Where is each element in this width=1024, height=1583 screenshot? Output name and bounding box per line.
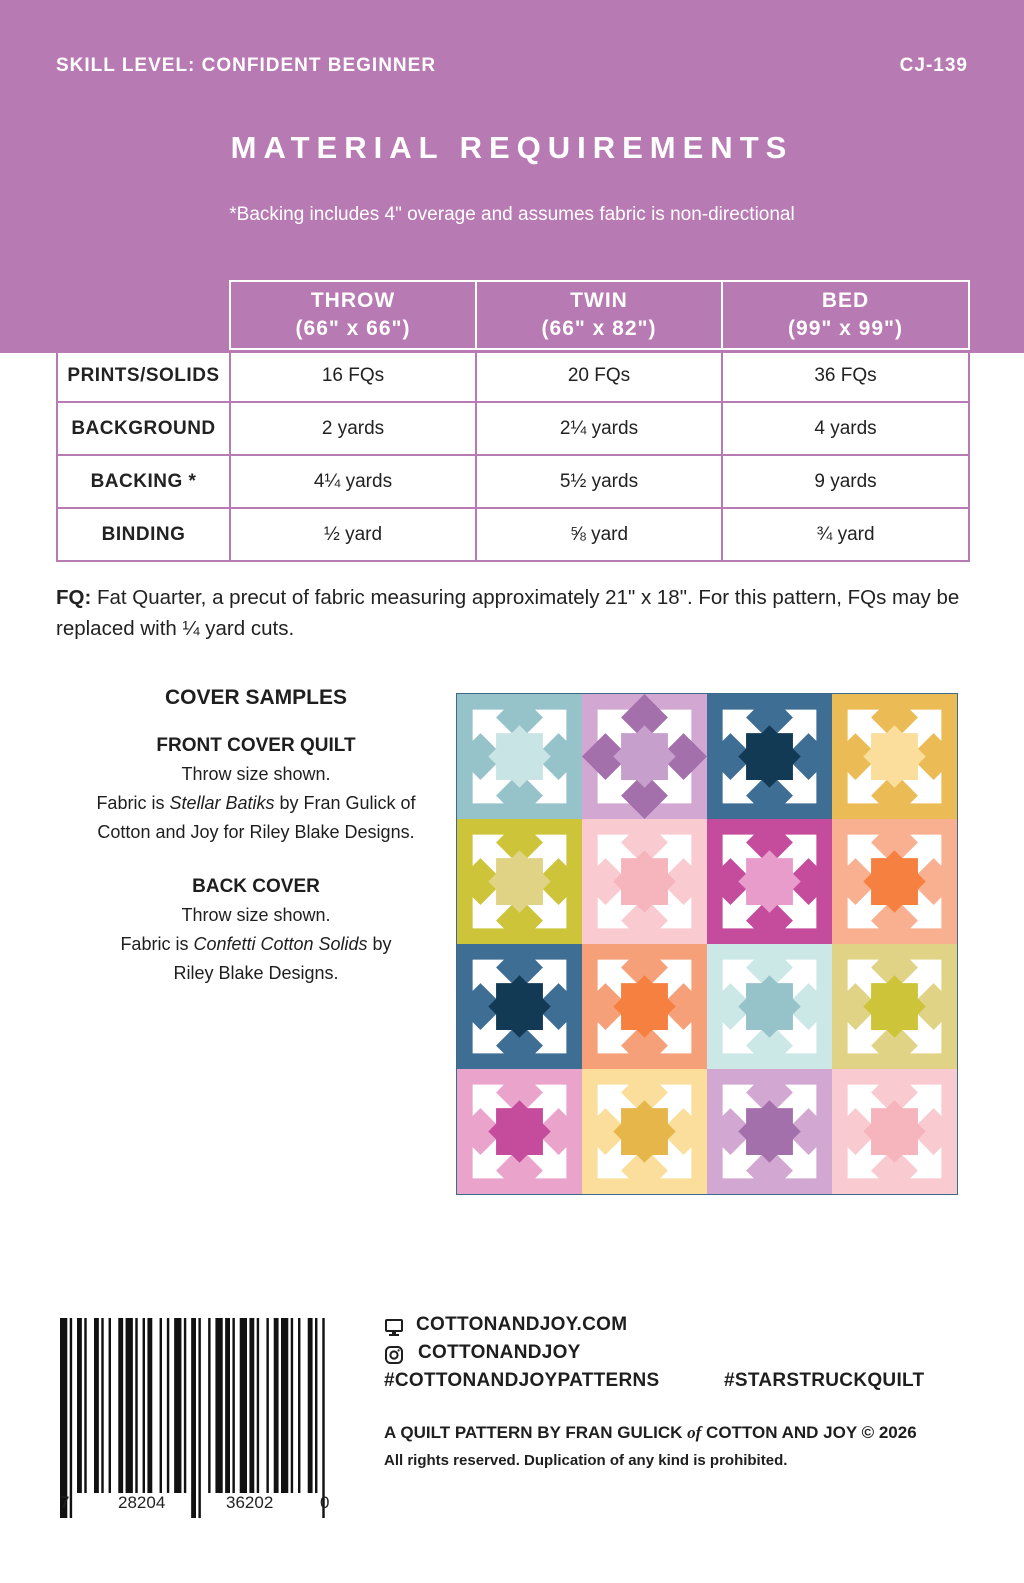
table-cell: 5½ yards — [476, 455, 722, 508]
barcode-bar — [232, 1318, 234, 1493]
barcode-bar — [225, 1318, 230, 1493]
page-title: MATERIAL REQUIREMENTS — [230, 130, 794, 165]
table-cell: 16 FQs — [230, 349, 476, 402]
website-link[interactable]: COTTONANDJOY.COM — [416, 1314, 628, 1335]
quilt-block — [582, 944, 707, 1069]
quilt-image — [456, 693, 958, 1195]
rights-notice: All rights reserved. Duplication of any kind is prohibited. — [384, 1452, 788, 1469]
barcode-bar — [143, 1318, 145, 1493]
barcode-bar — [215, 1318, 222, 1493]
back-cover-fabric: Fabric is Confetti Cotton Solids by — [120, 934, 392, 954]
col-header-bed: BED (99" x 99") — [722, 281, 969, 349]
table-cell: ½ yard — [230, 508, 476, 561]
barcode-bar — [135, 1318, 137, 1493]
front-cover-fabric: Fabric is Stellar Batiks by Fran Gulick of — [96, 793, 416, 813]
barcode-bar — [274, 1318, 279, 1493]
barcode-bar — [70, 1318, 72, 1518]
col-header-twin: TWIN (66" x 82") — [476, 281, 722, 349]
quilt-block — [457, 944, 582, 1069]
barcode-bar — [94, 1318, 99, 1493]
front-cover-title: FRONT COVER QUILT — [156, 735, 356, 756]
barcode-bar — [84, 1318, 86, 1493]
quilt-block — [832, 944, 957, 1069]
barcode-digit: 0 — [320, 1493, 330, 1512]
barcode — [60, 1318, 332, 1518]
material-requirements-table — [56, 280, 970, 562]
table-cell: ⅝ yard — [476, 508, 722, 561]
table-cell: 20 FQs — [476, 349, 722, 402]
fq-term: FQ: — [56, 586, 92, 609]
barcode-digit: 28204 — [118, 1493, 166, 1512]
quilt-block — [582, 819, 707, 944]
col-header-throw: THROW (66" x 66") — [230, 281, 476, 349]
table-cell: 2 yards — [230, 402, 476, 455]
quilt-block — [457, 819, 582, 944]
pattern-credit: A QUILT PATTERN BY FRAN GULICK of COTTON AND JOY © 2026 — [384, 1423, 917, 1442]
computer-icon — [384, 1317, 404, 1337]
quilt-block — [832, 819, 957, 944]
instagram-icon — [384, 1345, 404, 1365]
barcode-bar — [315, 1318, 317, 1493]
barcode-bar — [208, 1318, 210, 1493]
fq-text: Fat Quarter, a precut of fabric measuring approximately 21" x 18". For this pattern, FQs may be replaced with ¼ yard cuts. — [56, 586, 960, 640]
barcode-bar — [308, 1318, 313, 1493]
barcode-digit: 36202 — [226, 1493, 274, 1512]
barcode-bar — [257, 1318, 259, 1493]
table-cell: 4 yards — [722, 402, 969, 455]
quilt-block — [832, 694, 957, 819]
hashtag-patterns: #COTTONANDJOYPATTERNS — [384, 1370, 660, 1391]
table-cell: 2¼ yards — [476, 402, 722, 455]
skill-level: SKILL LEVEL: CONFIDENT BEGINNER — [56, 55, 437, 76]
barcode-bar — [160, 1318, 162, 1493]
barcode-bar — [298, 1318, 300, 1493]
barcode-digit: 7 — [60, 1493, 70, 1512]
pattern-code: CJ-139 — [899, 55, 968, 76]
table-row — [57, 508, 969, 561]
front-cover-line: Throw size shown. — [181, 764, 331, 784]
row-label: BINDING — [57, 508, 230, 561]
barcode-bar — [147, 1318, 152, 1493]
row-label: BACKING * — [57, 455, 230, 508]
barcode-bar — [126, 1318, 133, 1493]
backing-note: *Backing includes 4" overage and assumes fabric is non-directional — [229, 204, 795, 225]
quilt-block — [707, 944, 832, 1069]
barcode-bar — [249, 1318, 254, 1493]
quilt-block — [707, 694, 832, 819]
barcode-bar — [184, 1318, 186, 1493]
quilt-block — [707, 1069, 832, 1194]
barcode-bar — [118, 1318, 123, 1493]
row-label: PRINTS/SOLIDS — [57, 349, 230, 402]
barcode-bar — [77, 1318, 82, 1493]
quilt-block — [707, 819, 832, 944]
barcode-bar — [191, 1318, 196, 1518]
back-cover-line: Throw size shown. — [181, 905, 331, 925]
quilt-block — [457, 694, 582, 819]
fq-definition — [56, 582, 971, 644]
table-cell: 9 yards — [722, 455, 969, 508]
table-cell: 4¼ yards — [230, 455, 476, 508]
table-cell: ¾ yard — [722, 508, 969, 561]
quilt-block — [582, 694, 707, 819]
row-label: BACKGROUND — [57, 402, 230, 455]
cover-samples-heading: COVER SAMPLES — [164, 686, 348, 709]
cover-samples — [56, 686, 456, 988]
barcode-bar — [101, 1318, 103, 1493]
table-cell: 36 FQs — [722, 349, 969, 402]
barcode-bar — [174, 1318, 181, 1493]
table-corner — [57, 281, 230, 349]
quilt-block — [457, 1069, 582, 1194]
table-row — [57, 455, 969, 508]
barcode-bar — [281, 1318, 288, 1493]
quilt-block — [832, 1069, 957, 1194]
barcode-bar — [167, 1318, 169, 1493]
barcode-bar — [60, 1318, 70, 1518]
barcode-bar — [240, 1318, 247, 1493]
barcode-bar — [109, 1318, 111, 1493]
front-cover-line: Cotton and Joy for Riley Blake Designs. — [97, 822, 415, 842]
barcode-bar — [266, 1318, 268, 1493]
barcode-bar — [291, 1318, 293, 1493]
table-row — [57, 402, 969, 455]
instagram-handle[interactable]: COTTONANDJOY — [418, 1342, 581, 1363]
hashtag-quilt: #STARSTRUCKQUILT — [724, 1370, 925, 1391]
table-row — [57, 349, 969, 402]
back-cover-title: BACK COVER — [192, 876, 320, 897]
back-cover-line: Riley Blake Designs. — [173, 963, 339, 983]
quilt-block — [582, 1069, 707, 1194]
barcode-bar — [198, 1318, 200, 1518]
barcode-bar — [322, 1318, 324, 1518]
